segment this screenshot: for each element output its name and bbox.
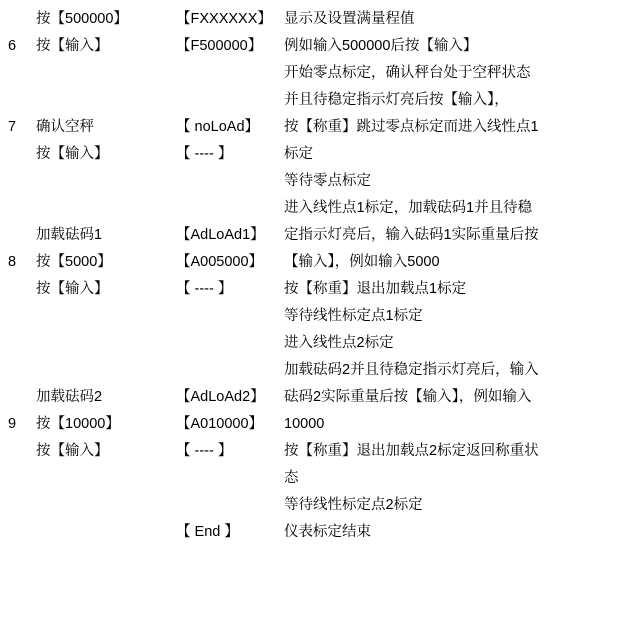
display-line: 【 ---- 】 <box>176 443 233 459</box>
desc-line: 定指示灯亮后，输入砝码1实际重量后按 <box>284 227 539 243</box>
desc-line: 按【称重】退出加载点2标定返回称重状 <box>284 443 539 459</box>
display-line: 【A010000】 <box>176 416 264 432</box>
table-row <box>0 6 628 60</box>
row-display-cell <box>176 60 284 195</box>
desc-line: 进入线性点2标定 <box>284 335 394 351</box>
row-keys-cell <box>24 195 176 330</box>
desc-line: 显示及设置满量程值 <box>284 11 415 27</box>
desc-line: 【输入】，例如输入5000 <box>284 254 440 270</box>
desc-line: 按【称重】跳过零点标定而进入线性点1 <box>284 119 539 135</box>
row-number-spacer <box>0 330 24 357</box>
key-line: 加载砝码1 <box>36 227 103 243</box>
desc-line: 砝码2实际重量后按【输入】，例如输入 <box>284 389 532 405</box>
row-desc-cell <box>284 330 628 546</box>
row-number-cell <box>0 330 24 546</box>
desc-line: 进入线性点1标定，加载砝码1并且待稳 <box>284 200 533 216</box>
row-number: 6 <box>7 38 17 54</box>
table-row <box>0 195 628 330</box>
desc-line: 例如输入500000后按【输入】 <box>284 38 478 54</box>
key-line-empty <box>36 492 176 519</box>
display-line-empty <box>176 195 284 222</box>
desc-line: 仪表标定结束 <box>284 524 371 540</box>
row-number-spacer <box>0 195 24 222</box>
desc-line: 10000 <box>284 416 325 432</box>
row-number-spacer <box>0 6 24 33</box>
display-line: 【AdLoAd1】 <box>176 227 265 243</box>
display-line-empty <box>176 60 284 87</box>
row-display-cell <box>176 6 284 60</box>
desc-line: 并且待稳定指示灯亮后按【输入】， <box>284 92 509 108</box>
key-line: 加载砝码2 <box>36 389 103 405</box>
key-line-empty <box>36 60 176 87</box>
row-number-cell <box>0 195 24 330</box>
row-number-spacer <box>0 60 24 87</box>
key-line: 按【输入】 <box>36 443 109 459</box>
desc-line: 等待线性标定点2标定 <box>284 497 423 513</box>
display-line: 【 ---- 】 <box>176 146 233 162</box>
desc-line: 等待零点标定 <box>284 173 371 189</box>
key-line-empty <box>36 465 176 492</box>
calibration-steps-table <box>0 6 628 546</box>
key-line: 按【5000】 <box>36 254 112 270</box>
desc-line: 等待线性标定点1标定 <box>284 308 423 324</box>
display-line-empty <box>176 357 284 384</box>
display-line-empty <box>176 87 284 114</box>
display-line: 【FXXXXXX】 <box>176 11 272 27</box>
key-line: 按【输入】 <box>36 281 109 297</box>
display-line: 【F500000】 <box>176 38 263 54</box>
desc-line: 按【称重】退出加载点1标定 <box>284 281 467 297</box>
key-line-empty <box>36 519 176 546</box>
row-desc-cell <box>284 6 628 60</box>
row-desc-cell <box>284 60 628 195</box>
key-line: 按【10000】 <box>36 416 120 432</box>
key-line-empty <box>36 330 176 357</box>
row-keys-cell <box>24 6 176 60</box>
row-number-spacer <box>0 87 24 114</box>
row-number: 9 <box>7 416 17 432</box>
desc-line: 开始零点标定，确认秤台处于空秤状态 <box>284 65 531 81</box>
key-line: 按【输入】 <box>36 146 109 162</box>
display-line: 【 noLoAd】 <box>176 119 260 135</box>
row-desc-cell <box>284 195 628 330</box>
row-number-spacer <box>0 222 24 249</box>
row-number-spacer <box>0 384 24 411</box>
row-number: 8 <box>7 254 17 270</box>
row-display-cell <box>176 195 284 330</box>
key-line: 按【500000】 <box>36 11 128 27</box>
key-line-empty <box>36 195 176 222</box>
key-line: 确认空秤 <box>36 119 94 135</box>
display-line-empty <box>176 492 284 519</box>
display-line: 【A005000】 <box>176 254 264 270</box>
desc-line: 加载砝码2并且待稳定指示灯亮后，输入 <box>284 362 539 378</box>
row-number-cell <box>0 60 24 195</box>
table-row <box>0 330 628 546</box>
desc-line: 态 <box>284 470 299 486</box>
desc-line: 标定 <box>284 146 313 162</box>
row-keys-cell <box>24 330 176 546</box>
row-number-spacer <box>0 357 24 384</box>
key-line-empty <box>36 357 176 384</box>
row-number: 7 <box>7 119 17 135</box>
display-line: 【 ---- 】 <box>176 281 233 297</box>
display-line-empty <box>176 330 284 357</box>
display-line: 【 End 】 <box>176 524 239 540</box>
key-line: 按【输入】 <box>36 38 109 54</box>
row-number-cell <box>0 6 24 60</box>
table-row <box>0 60 628 195</box>
display-line-empty <box>176 465 284 492</box>
display-line: 【AdLoAd2】 <box>176 389 265 405</box>
key-line-empty <box>36 87 176 114</box>
row-keys-cell <box>24 60 176 195</box>
row-display-cell <box>176 330 284 546</box>
